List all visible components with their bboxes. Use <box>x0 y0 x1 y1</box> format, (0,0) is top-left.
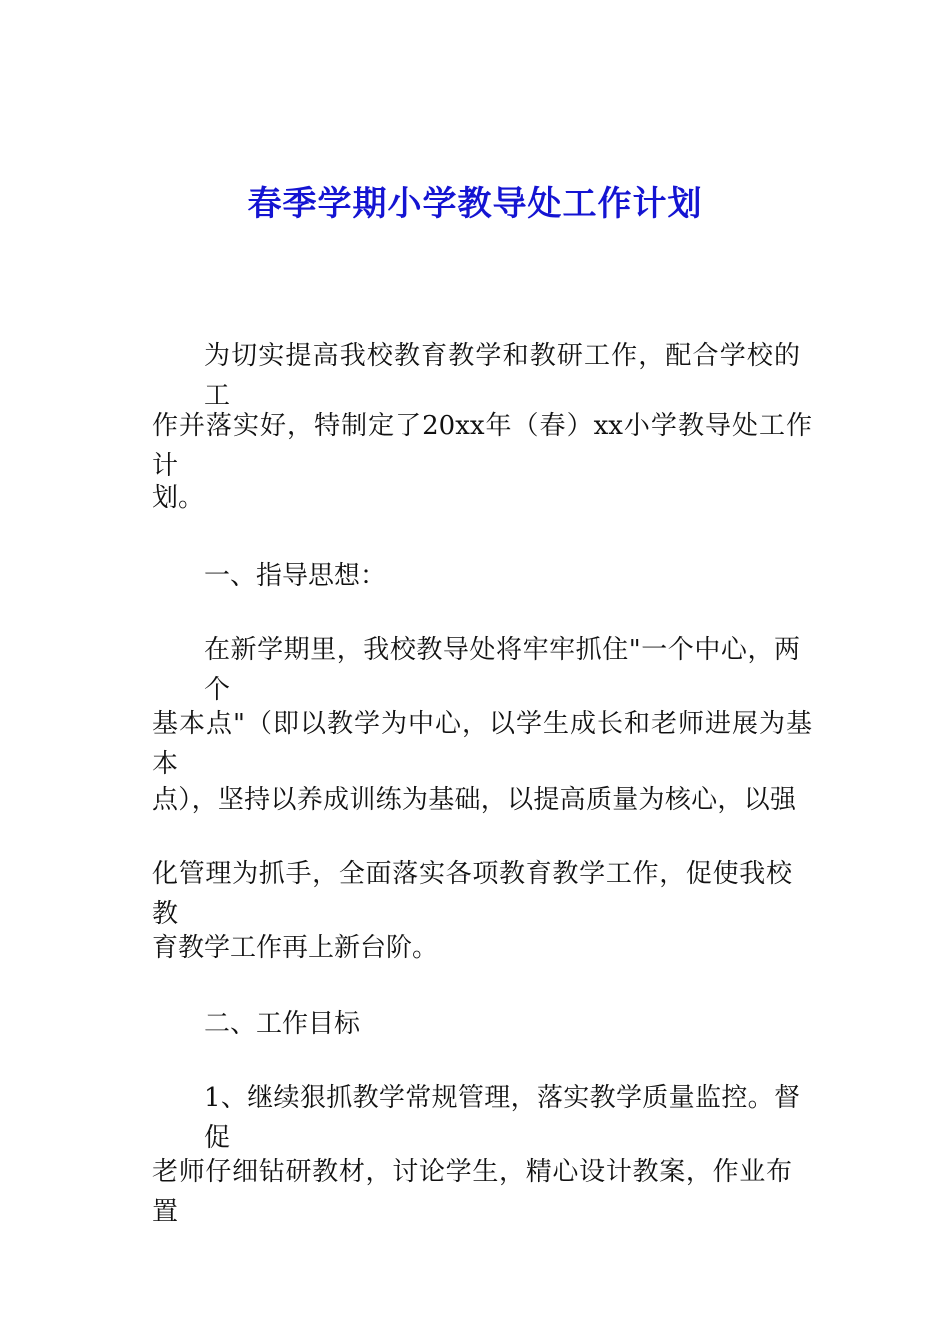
paragraph-line: 在新学期里，我校教导处将牢牢抓住"一个中心，两个 <box>204 635 800 705</box>
paragraph-line: 育教学工作再上新台阶。 <box>152 933 439 963</box>
paragraph-line: 作并落实好，特制定了20xx年（春）xx小学教导处工作计 <box>152 411 812 481</box>
paragraph-line: 化管理为抓手，全面落实各项教育教学工作，促使我校教 <box>152 859 792 929</box>
paragraph-line: 1、继续狠抓教学常规管理，落实教学质量监控。督促 <box>204 1083 800 1153</box>
paragraph-line: 为切实提高我校教育教学和教研工作，配合学校的工 <box>204 341 800 411</box>
document-title: 春季学期小学教导处工作计划 <box>247 184 703 224</box>
paragraph-line: 点），坚持以养成训练为基础，以提高质量为核心，以强 <box>152 785 796 815</box>
paragraph-line: 老师仔细钻研教材，讨论学生，精心设计教案，作业布置 <box>152 1157 792 1227</box>
section-heading: 一、指导思想： <box>204 561 387 591</box>
section-heading: 二、工作目标 <box>204 1009 361 1039</box>
paragraph-line: 划。 <box>152 483 205 513</box>
paragraph-line: 基本点"（即以教学为中心，以学生成长和老师进展为基本 <box>152 709 812 779</box>
